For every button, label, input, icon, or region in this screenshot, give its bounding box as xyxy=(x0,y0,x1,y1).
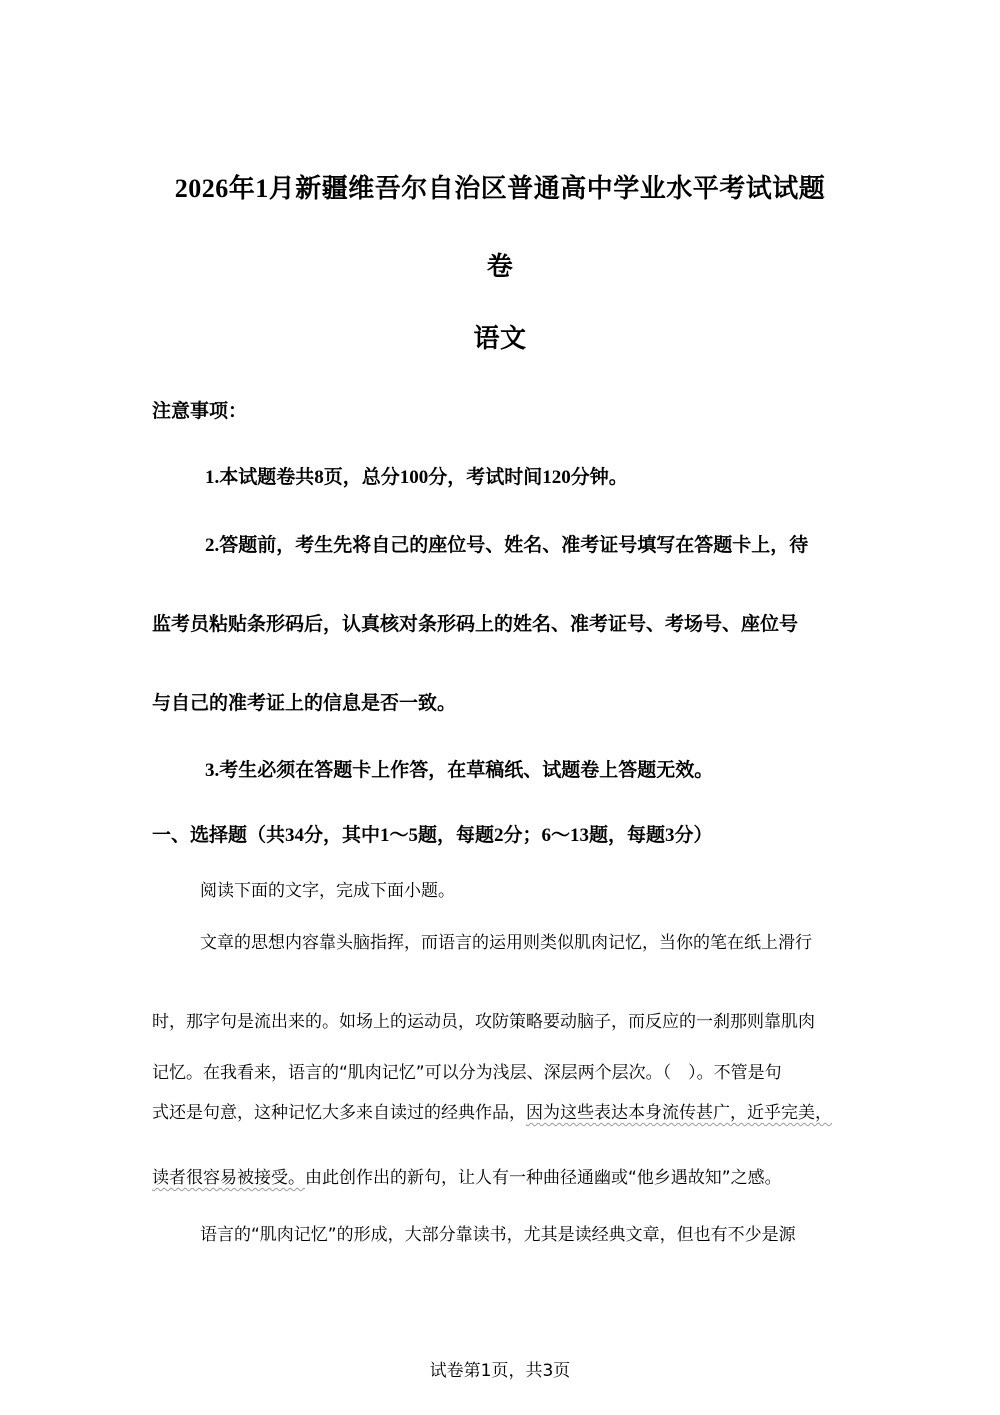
passage-line: 时，那字句是流出来的。如场上的运动员，攻防策略要动脑子，而反应的一刹那则靠肌肉 xyxy=(152,1012,815,1032)
passage-line: 文章的思想内容靠头脑指挥，而语言的运用则类似肌肉记忆，当你的笔在纸上滑行 xyxy=(200,933,812,953)
reading-instruction: 阅读下面的文字，完成下面小题。 xyxy=(200,881,455,901)
notice-item-1: 1.本试题卷共8页，总分100分，考试时间120分钟。 xyxy=(205,467,628,488)
subject-title: 语文 xyxy=(473,324,527,353)
underlined-sentence: 读者很容易被接受。 xyxy=(152,1168,305,1188)
notice-item-2-line1: 2.答题前，考生先将自己的座位号、姓名、准考证号填写在答题卡上，待 xyxy=(205,535,809,556)
notice-item-3: 3.考生必须在答题卡上作答，在草稿纸、试题卷上答题无效。 xyxy=(205,760,714,781)
passage-line xyxy=(152,1163,782,1188)
passage-line: 语言的“肌肉记忆”的形成，大部分靠读书，尤其是读经典文章，但也有不少是源 xyxy=(200,1225,796,1245)
passage-line xyxy=(152,1098,832,1123)
notice-item-2-line2: 监考员粘贴条形码后，认真核对条形码上的姓名、准考证号、考场号、座位号 xyxy=(152,614,799,635)
exam-title-line2: 卷 xyxy=(486,252,514,281)
passage-text: 式还是句意，这种记忆大多来自读过的经典作品， xyxy=(152,1103,526,1123)
notice-item-2-line3: 与自己的准考证上的信息是否一致。 xyxy=(152,693,457,714)
page-footer: 试卷第1页，共3页 xyxy=(429,1361,571,1381)
section-heading: 一、选择题（共34分，其中1～5题，每题2分；6～13题，每题3分） xyxy=(152,825,713,846)
notice-heading: 注意事项： xyxy=(152,401,248,422)
passage-line: 记忆。在我看来，语言的“肌肉记忆”可以分为浅层、深层两个层次。（ ）。不管是句 xyxy=(152,1063,782,1083)
passage-text: 由此创作出的新句，让人有一种曲径通幽或“他乡遇故知”之感。 xyxy=(305,1168,782,1188)
underlined-sentence: 因为这些表达本身流传甚广，近乎完美， xyxy=(526,1103,832,1123)
exam-title-line1: 2026年1月新疆维吾尔自治区普通高中学业水平考试试题 xyxy=(174,174,826,203)
